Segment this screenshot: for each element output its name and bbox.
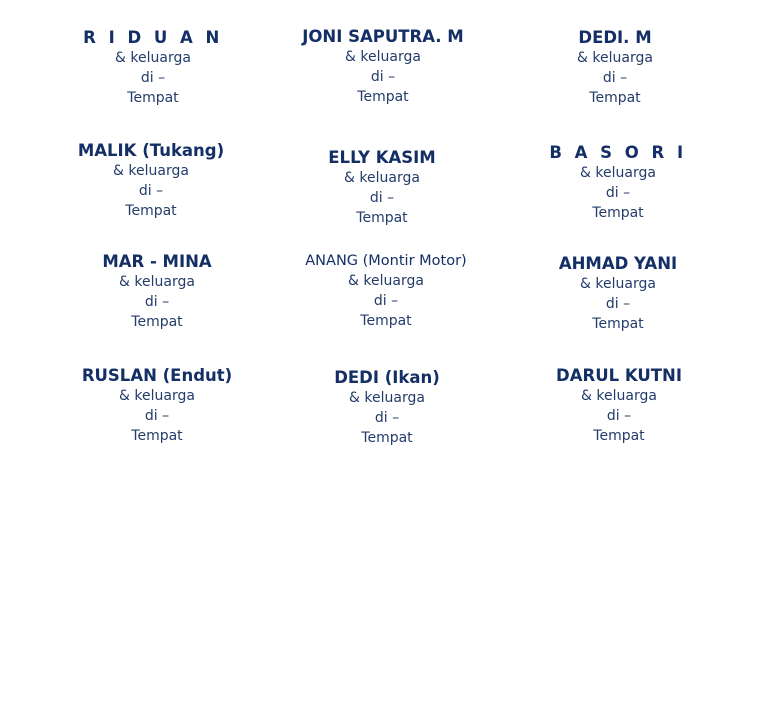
family-line: & keluarga [580,276,656,292]
recipient-name: ANANG (Montir Motor) [305,253,467,269]
family-line: & keluarga [113,163,189,179]
family-line: & keluarga [349,390,425,406]
place-line: Tempat [131,314,183,330]
place-line: Tempat [361,430,413,446]
family-line: & keluarga [348,273,424,289]
family-line: & keluarga [115,50,191,66]
recipient-card [268,27,498,107]
recipient-name: R I D U A N [83,28,223,47]
address-line: di – [373,293,399,309]
place-line: Tempat [131,428,183,444]
place-line: Tempat [360,313,412,329]
recipient-name: JONI SAPUTRA. M [302,27,464,46]
family-line: & keluarga [581,388,657,404]
address-line: di – [144,294,170,310]
recipient-name: AHMAD YANI [558,254,678,273]
family-line: & keluarga [119,274,195,290]
place-line: Tempat [592,316,644,332]
recipient-card [42,366,272,446]
family-line: & keluarga [577,50,653,66]
place-line: Tempat [127,90,179,106]
family-line: & keluarga [119,388,195,404]
recipient-card [42,252,272,332]
place-line: Tempat [592,205,644,221]
recipient-name: ELLY KASIM [328,148,436,167]
address-line: di – [144,408,170,424]
address-line: di – [602,70,628,86]
recipient-name: RUSLAN (Endut) [81,366,233,385]
family-line: & keluarga [345,49,421,65]
place-line: Tempat [593,428,645,444]
address-line: di – [374,410,400,426]
address-line: di – [370,69,396,85]
recipient-name: MALIK (Tukang) [77,141,225,160]
recipient-name: DEDI (Ikan) [334,368,440,387]
family-line: & keluarga [580,165,656,181]
recipient-card [267,148,497,228]
recipient-card [503,143,733,223]
recipient-name: B A S O R I [549,143,687,162]
address-line: di – [605,185,631,201]
address-line: di – [605,296,631,312]
recipient-card [500,28,730,108]
place-line: Tempat [589,90,641,106]
place-line: Tempat [125,203,177,219]
recipient-name: DARUL KUTNI [556,366,682,385]
recipient-name: MAR - MINA [102,252,212,271]
address-line: di – [140,70,166,86]
family-line: & keluarga [344,170,420,186]
address-line: di – [138,183,164,199]
place-line: Tempat [356,210,408,226]
recipient-card [272,368,502,448]
recipient-name: DEDI. M [578,28,652,47]
recipient-card [38,28,268,108]
recipient-card [271,251,501,331]
recipient-card [503,254,733,334]
recipient-card [36,141,266,221]
recipient-card [504,366,734,446]
address-line: di – [606,408,632,424]
address-line: di – [369,190,395,206]
place-line: Tempat [357,89,409,105]
